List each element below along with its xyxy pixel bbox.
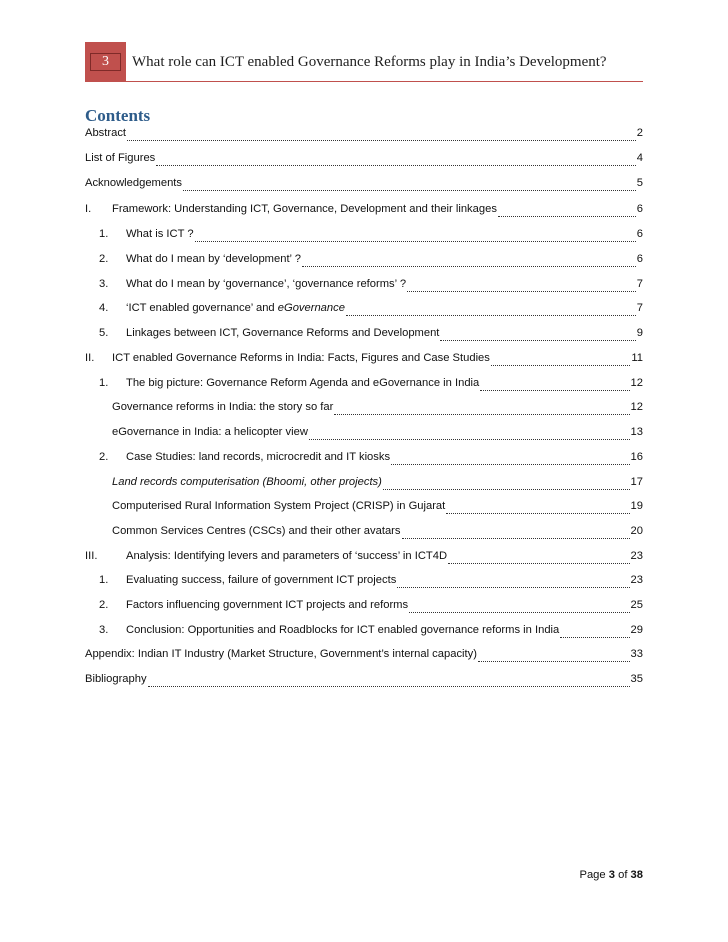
toc-entry-page: 35 (630, 673, 643, 685)
running-header (85, 42, 643, 82)
toc-entry[interactable] (99, 278, 643, 296)
toc-entry-title: Case Studies: land records, microcredit and IT kiosks (126, 451, 391, 463)
toc-entry-title: Bibliography (85, 673, 147, 685)
toc-leader-dots (409, 611, 629, 613)
toc-leader-dots (448, 562, 629, 564)
toc-entry-page: 16 (630, 451, 643, 463)
toc-entry[interactable] (99, 574, 643, 592)
toc-entry-page: 6 (636, 228, 643, 240)
toc-entry[interactable] (112, 525, 643, 543)
toc-entry-page: 11 (631, 352, 643, 364)
toc-heading: Contents (85, 106, 151, 125)
toc-entry-page: 29 (630, 624, 643, 636)
footer-total-pages: 38 (630, 869, 643, 881)
toc-entry-title: Linkages between ICT, Governance Reforms and Development (126, 327, 440, 339)
toc-entry-page: 20 (630, 525, 643, 537)
toc-entry-title: The big picture: Governance Reform Agenda and eGovernance in India (126, 377, 480, 389)
toc-entry-page: 2 (636, 127, 643, 139)
toc-entry-title: Framework: Understanding ICT, Governance, Development and their linkages (112, 203, 497, 215)
toc-entry[interactable] (85, 673, 643, 691)
toc-entry-page: 5 (636, 177, 643, 189)
toc-entry-number: 1. (99, 228, 109, 240)
toc-entry-page: 12 (630, 377, 643, 389)
footer-current-page: 3 (608, 869, 615, 881)
toc-entry[interactable] (85, 203, 643, 221)
toc-entry-title: What is ICT ? (126, 228, 194, 240)
toc-entry-number: 2. (99, 599, 109, 611)
toc-entry-title: ‘ICT enabled governance’ and eGovernance (126, 302, 345, 314)
toc-leader-dots (446, 512, 629, 514)
toc-entry-title: List of Figures (85, 152, 156, 164)
toc-entry[interactable] (85, 127, 643, 145)
toc-entry[interactable] (85, 152, 643, 170)
toc-leader-dots (309, 438, 630, 440)
header-rule (126, 81, 643, 82)
toc-entry-page: 23 (630, 550, 643, 562)
header-page-number: 3 (90, 53, 121, 71)
toc-entry-page: 17 (630, 476, 643, 488)
toc-entry-page: 4 (636, 152, 643, 164)
toc-entry[interactable] (85, 352, 643, 370)
toc-entry-title: Abstract (85, 127, 127, 139)
toc-leader-dots (491, 364, 631, 366)
toc-entry[interactable] (99, 302, 643, 320)
toc-entry-page: 7 (636, 278, 643, 290)
toc-entry-title-italic: eGovernance (277, 302, 345, 314)
toc-entry-page: 25 (630, 599, 643, 611)
toc-entry-number: 1. (99, 574, 109, 586)
toc-entry[interactable] (99, 377, 643, 395)
toc-entry-number: II. (85, 352, 95, 364)
toc-entry[interactable] (85, 648, 643, 666)
toc-entry[interactable] (112, 476, 643, 494)
toc-entry[interactable] (99, 228, 643, 246)
toc-entry-title: Conclusion: Opportunities and Roadblocks for ICT enabled governance reforms in India (126, 624, 560, 636)
toc-leader-dots (397, 586, 629, 588)
toc-entry-number: 4. (99, 302, 109, 314)
toc-entry[interactable] (99, 253, 643, 271)
toc-entry-title: ICT enabled Governance Reforms in India: Facts, Figures and Case Studies (112, 352, 490, 364)
toc-entry-title: Computerised Rural Information System Project (CRISP) in Gujarat (112, 500, 446, 512)
toc-entry-number: 2. (99, 451, 109, 463)
toc-leader-dots (498, 215, 636, 217)
toc-entry-title: Acknowledgements (85, 177, 183, 189)
toc-entry-title: Governance reforms in India: the story so far (112, 401, 334, 413)
toc-entry-title: Land records computerisation (Bhoomi, other projects) (112, 476, 382, 488)
toc-entry-number: III. (85, 550, 98, 562)
toc-leader-dots (440, 339, 635, 341)
toc-leader-dots (302, 265, 636, 267)
toc-entry-number: I. (85, 203, 92, 215)
toc-entry[interactable] (112, 401, 643, 419)
toc-entry-number: 3. (99, 278, 109, 290)
toc-leader-dots (195, 240, 636, 242)
toc-leader-dots (127, 139, 636, 141)
toc-entry-page: 7 (636, 302, 643, 314)
toc-leader-dots (407, 290, 636, 292)
toc-entry-title: What do I mean by ‘governance’, ‘governance reforms’ ? (126, 278, 407, 290)
toc-entry-page: 6 (636, 253, 643, 265)
toc-entry-number: 1. (99, 377, 109, 389)
toc-entry[interactable] (85, 177, 643, 195)
toc-leader-dots (478, 660, 630, 662)
toc-leader-dots (391, 463, 629, 465)
toc-leader-dots (346, 314, 636, 316)
toc-leader-dots (334, 413, 629, 415)
footer-prefix: Page (579, 869, 606, 881)
toc-entry-title: Analysis: Identifying levers and parameters of ‘success’ in ICT4D (126, 550, 448, 562)
header-page-number-box (85, 42, 126, 82)
toc-entry-number: 2. (99, 253, 109, 265)
toc-leader-dots (156, 164, 636, 166)
header-title: What role can ICT enabled Governance Reforms play in India’s Development? (132, 54, 607, 70)
page-footer (580, 869, 644, 881)
toc-entry-page: 19 (630, 500, 643, 512)
toc-entry-page: 9 (636, 327, 643, 339)
toc-entry-page: 33 (630, 648, 643, 660)
toc-entry[interactable] (112, 426, 643, 444)
toc-entry[interactable] (99, 599, 643, 617)
toc-entry-number: 3. (99, 624, 109, 636)
toc-leader-dots (402, 537, 630, 539)
toc-leader-dots (480, 389, 629, 391)
toc-entry-title: Appendix: Indian IT Industry (Market Structure, Government’s internal capacity) (85, 648, 477, 660)
toc-leader-dots (383, 488, 630, 490)
toc-leader-dots (148, 685, 630, 687)
toc-entry[interactable] (99, 327, 643, 345)
toc-entry-page: 23 (630, 574, 643, 586)
toc-entry-page: 12 (630, 401, 643, 413)
footer-of: of (618, 869, 628, 881)
toc-entry[interactable] (99, 624, 643, 642)
toc-entry-title: eGovernance in India: a helicopter view (112, 426, 308, 438)
toc-leader-dots (183, 189, 636, 191)
toc-entry-title: Evaluating success, failure of government ICT projects (126, 574, 397, 586)
toc-entry[interactable] (112, 500, 643, 518)
toc-entry-title: What do I mean by ‘development’ ? (126, 253, 301, 265)
toc-entry-page: 6 (636, 203, 643, 215)
toc-entry[interactable] (85, 550, 643, 568)
toc-entry-title: Factors influencing government ICT projects and reforms (126, 599, 409, 611)
toc-entry-title: Common Services Centres (CSCs) and their other avatars (112, 525, 401, 537)
toc-entry[interactable] (99, 451, 643, 469)
toc-entry-page: 13 (630, 426, 643, 438)
toc-entry-number: 5. (99, 327, 109, 339)
toc-leader-dots (560, 636, 629, 638)
